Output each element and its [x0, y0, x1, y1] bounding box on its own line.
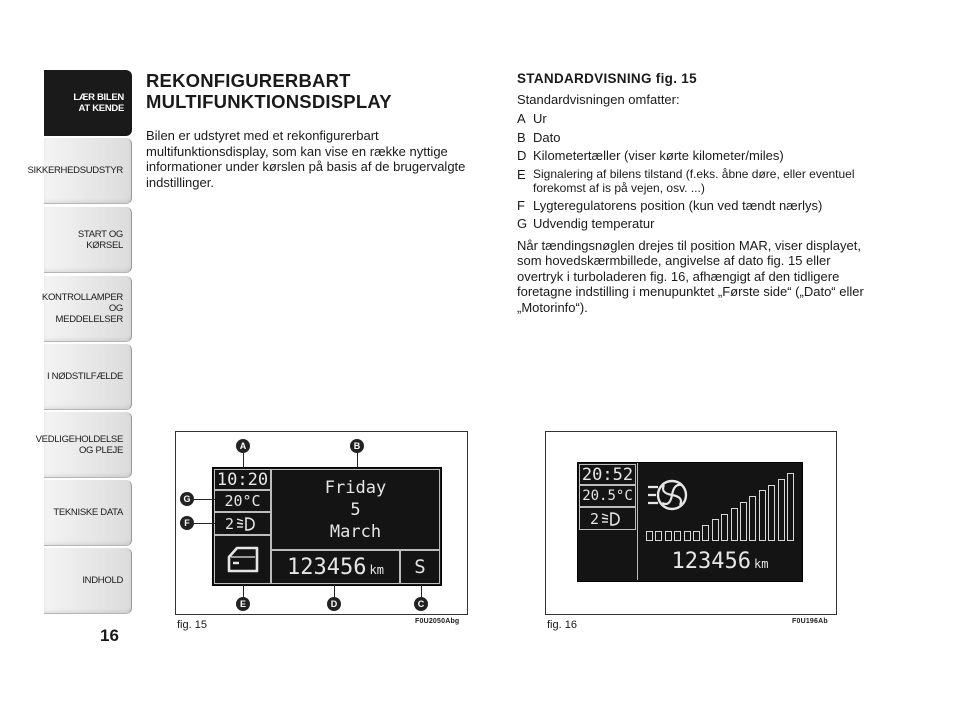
body-paragraph: Når tændingsnøglen drejes til position MAR, viser displayet, som hovedskærmbillede, angivelse af dato fig. 15 eller overtryk i turboladeren fig. 16, afhængigt af den tidligere foretagne indstilling i menupunktet „Første side“ („Dato“ eller „Motorinfo“).: [517, 237, 864, 315]
figure-code: F0U196Ab: [792, 618, 828, 625]
date-number: 5: [350, 499, 361, 520]
tab-kontrollamper[interactable]: [41, 276, 132, 342]
leader-line: [357, 453, 358, 468]
pressure-bar: [665, 531, 672, 541]
item-text: Lygteregulatorens position (kun ved tændt nærlys): [533, 197, 823, 213]
odometer-value: 123456: [287, 554, 367, 580]
display-screen: [212, 467, 442, 586]
pressure-bar: [721, 514, 728, 541]
item-text: Dato: [533, 129, 561, 145]
pressure-bar: [684, 531, 691, 541]
item-key: A: [517, 111, 526, 126]
pressure-bar: [731, 508, 738, 541]
date-day: Friday: [324, 477, 387, 498]
pressure-bar: [759, 490, 766, 541]
tab-label: TEKNISKE DATA: [53, 507, 123, 518]
leader-line: [243, 453, 244, 468]
pressure-bar-graph: [646, 467, 798, 541]
tab-label: OG MEDDELELSER: [55, 303, 123, 325]
item-key: G: [517, 216, 528, 231]
title-line: REKONFIGURERBART: [146, 70, 351, 91]
tab-tekniske-data[interactable]: [44, 480, 132, 546]
date-month: March: [329, 521, 382, 542]
list-item: [517, 130, 867, 146]
pressure-bar: [787, 473, 794, 541]
odometer-cell: [640, 543, 800, 579]
subsection-heading: STANDARDVISNING fig. 15: [517, 71, 697, 86]
figure-caption: fig. 16: [547, 619, 577, 631]
odometer-value: 123456: [671, 548, 752, 574]
clock-readout: 20:52: [579, 464, 636, 485]
list-item: [517, 111, 867, 127]
headlight-level: 2: [590, 509, 600, 528]
clock-readout: 10:20: [214, 469, 271, 490]
list-item: [517, 216, 867, 232]
callout-f: F: [180, 516, 194, 530]
subsection-lead: Standardvisningen omfatter:: [517, 91, 680, 107]
divider: [637, 463, 638, 580]
odometer-cell: [271, 550, 400, 584]
item-text: Ur: [533, 111, 547, 126]
callout-d: D: [327, 597, 341, 611]
item-list: [517, 111, 867, 232]
item-key: F: [517, 197, 525, 213]
pressure-bar: [702, 525, 709, 541]
pressure-bar: [740, 502, 747, 541]
headlight-icon: [599, 511, 621, 527]
standard-view-section: [517, 71, 867, 315]
headlight-level: 2: [225, 514, 235, 533]
callout-g: G: [180, 492, 194, 506]
tab-label: SIKKERHEDSUDSTYR: [27, 165, 123, 176]
item-key: E: [517, 166, 526, 182]
callout-c: C: [414, 597, 428, 611]
temperature-readout: 20.5°C: [579, 485, 636, 507]
item-text: Kilometertæller (viser kørte kilometer/miles): [533, 148, 784, 163]
tab-sikkerhedsudstyr[interactable]: [27, 138, 132, 204]
pressure-bar: [749, 496, 756, 541]
tab-label: LÆR BILEN: [73, 92, 124, 103]
date-panel: [271, 469, 440, 550]
temperature-readout: 20°C: [214, 490, 271, 512]
tab-label: AT KENDE: [78, 103, 124, 114]
pressure-bar: [693, 531, 700, 541]
page-number: 16: [100, 626, 119, 645]
leader-line: [193, 523, 215, 524]
headlight-level-cell: [214, 512, 271, 535]
tab-start-og-korsel[interactable]: [44, 207, 132, 273]
vehicle-status-cell: [214, 535, 271, 584]
leader-line: [193, 499, 215, 500]
item-text: Signalering af bilens tilstand (f.eks. åbne døre, eller eventuel forekomst af is på vejen, osv. ...): [533, 166, 855, 195]
odometer-unit: km: [754, 557, 769, 571]
figure-16: [545, 431, 837, 615]
callout-a: A: [236, 439, 250, 453]
title-line: MULTIFUNKTIONSDISPLAY: [146, 91, 392, 112]
car-door-icon: [223, 543, 263, 577]
tab-label: OG PLEJE: [78, 444, 123, 456]
section-title: [146, 70, 476, 112]
tab-label: INDHOLD: [82, 575, 123, 586]
odometer-unit: km: [369, 563, 384, 577]
callout-e: E: [236, 597, 250, 611]
callout-b: B: [350, 439, 364, 453]
tab-label: I NØDSTILFÆLDE: [46, 371, 123, 382]
item-key: D: [517, 148, 527, 163]
mode-indicator: S: [400, 550, 440, 584]
pressure-bar: [778, 479, 785, 541]
figure-15: [175, 431, 468, 615]
tab-label: KONTROLLAMPER: [41, 292, 123, 303]
turbo-pressure-panel: [640, 467, 800, 541]
pressure-bar: [646, 531, 653, 541]
tab-vedligeholdelse[interactable]: [35, 412, 132, 478]
tab-i-nodstilfaelde[interactable]: [44, 344, 132, 410]
pressure-bar: [712, 519, 719, 541]
display-screen: [577, 462, 803, 582]
item-key: B: [517, 129, 526, 145]
pressure-bar: [768, 485, 775, 541]
list-item: [517, 148, 867, 164]
list-item: [517, 198, 867, 214]
tab-indhold[interactable]: [44, 548, 132, 614]
pressure-bar: [674, 531, 681, 541]
figure-code: F0U2050Abg: [415, 618, 460, 625]
figure-caption: fig. 15: [177, 619, 207, 631]
tab-laer-bilen[interactable]: [44, 70, 132, 136]
tab-label: VEDLIGEHOLDELSE: [35, 433, 123, 445]
tab-label: START OG KØRSEL: [77, 228, 123, 251]
headlight-icon: [234, 516, 256, 532]
list-item: [517, 167, 867, 195]
intro-paragraph: Bilen er udstyret med et rekonfigurerbart multifunktionsdisplay, som kan vise en række nyttige informationer under kørslen på basis af de brugervalgte indstillinger.: [146, 128, 466, 190]
pressure-bar: [655, 531, 662, 541]
headlight-level-cell: [579, 507, 636, 530]
item-text: Udvendig temperatur: [533, 216, 655, 231]
